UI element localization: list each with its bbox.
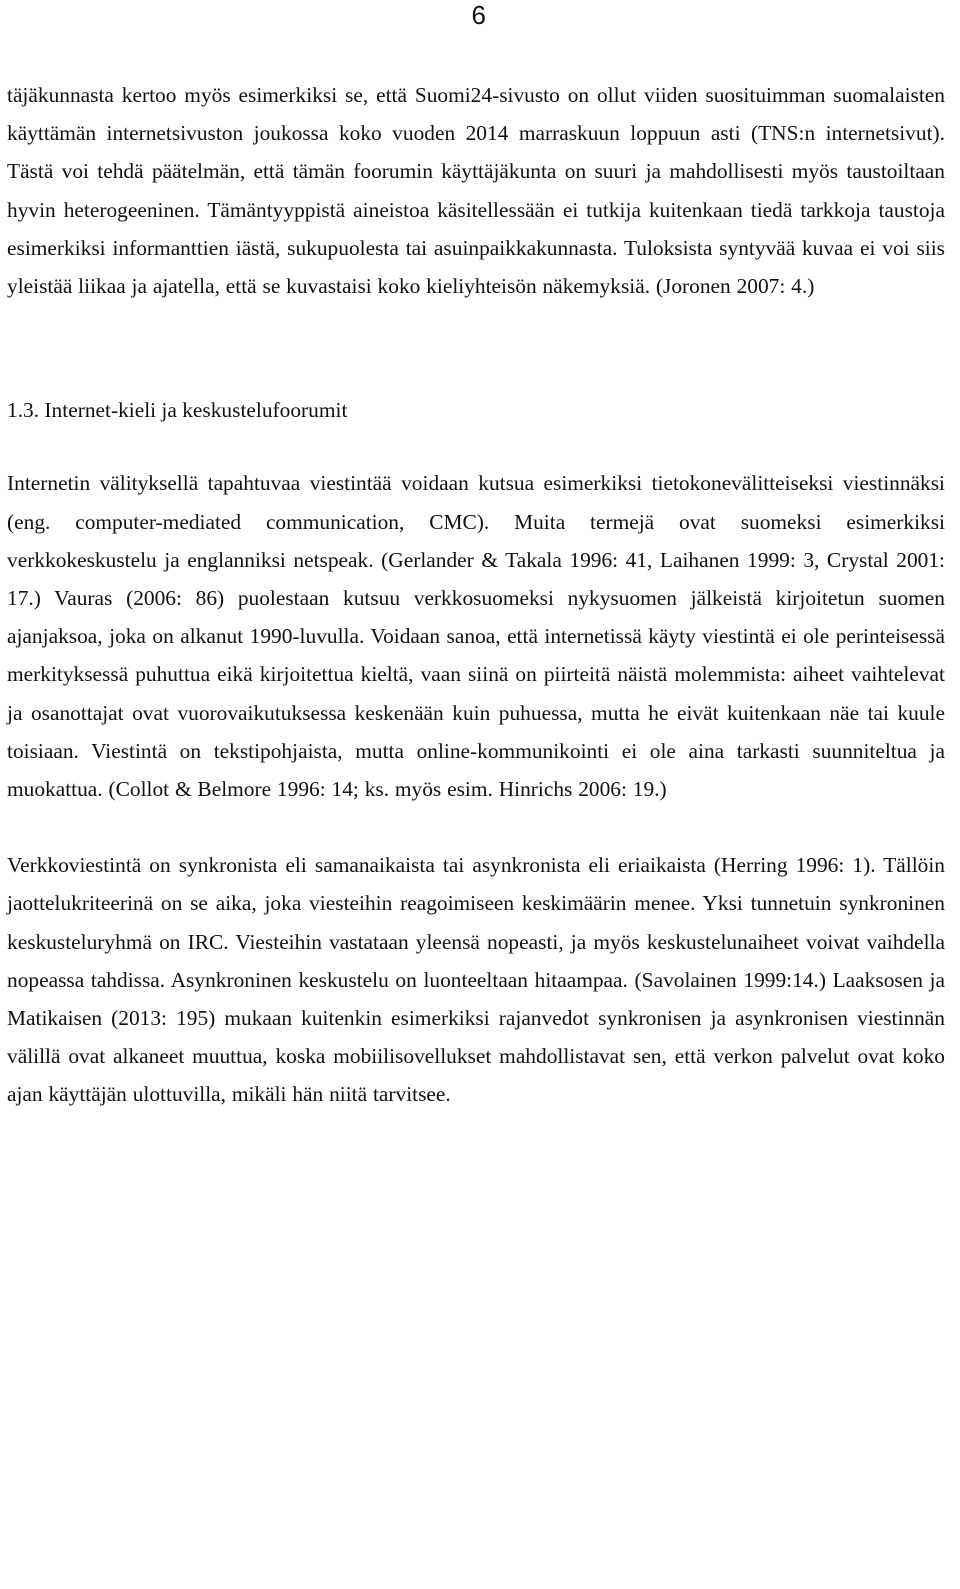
- document-body: [7, 76, 945, 1114]
- section-heading: 1.3. Internet-kieli ja keskustelufoorumit: [7, 398, 348, 423]
- paragraph-2: Internetin välityksellä tapahtuvaa viestintää voidaan kutsua esimerkiksi tietokonevälitteiseksi viestinnäksi (eng. computer-mediated communication, CMC). Muita termejä ovat suomeksi esimerkiksi verkkokeskustelu ja englanniksi netspeak. (Gerlander & Takala 1996: 41, Laihanen 1999: 3, Crystal 2001: 17.) Vauras (2006: 86) puolestaan kutsuu verkkosuomeksi nykysuomen jälkeistä kirjoitetun suomen ajanjaksoa, joka on alkanut 1990-luvulla. Voidaan sanoa, että internetissä käyty viestintä ei ole perinteisessä merkityksessä puhuttua eikä kirjoitettua kieltä, vaan siinä on piirteitä näistä molemmista: aiheet vaihtelevat ja osanottajat ovat vuorovaikutuksessa keskenään kuin puhuessa, mutta he eivät kuitenkaan näe tai kuule toisiaan. Viestintä on tekstipohjaista, mutta online-kommunikointi ei ole aina tarkasti suunniteltua ja muokattua. (Collot & Belmore 1996: 14; ks. myös esim. Hinrichs 2006: 19.): [7, 471, 945, 802]
- paragraph-1: täjäkunnasta kertoo myös esimerkiksi se, että Suomi24-sivusto on ollut viiden suosituimman suomalaisten käyttämän internetsivuston joukossa koko vuoden 2014 marraskuun loppuun asti (TNS:n internetsivut). Tästä voi tehdä päätelmän, että tämän foorumin käyttäjäkunta on suuri ja mahdollisesti myös taustoiltaan hyvin heterogeeninen. Tämäntyyppistä aineistoa käsitellessään ei tutkija kuitenkaan tiedä tarkkoja taustoja esimerkiksi informanttien iästä, sukupuolesta tai asuinpaikkakunnasta. Tuloksista syntyvää kuvaa ei voi siis yleistää liikaa ja ajatella, että se kuvastaisi koko kieliyhteisön näkemyksiä. (Joronen 2007: 4.): [7, 83, 945, 299]
- paragraph-3: Verkkoviestintä on synkronista eli samanaikaista tai asynkronista eli eriaikaista (Herring 1996: 1). Tällöin jaottelukriteerinä on se aika, joka viesteihin reagoimiseen keskimäärin menee. Yksi tunnetuin synkroninen keskusteluryhmä on IRC. Viesteihin vastataan yleensä nopeasti, ja myös keskustelunaiheet voivat vaihdella nopeassa tahdissa. Asynkroninen keskustelu on luonteeltaan hitaampaa. (Savolainen 1999:14.) Laaksosen ja Matikaisen (2013: 195) mukaan kuitenkin esimerkiksi rajanvedot synkronisen ja asynkronisen viestinnän välillä ovat alkaneet muuttua, koska mobiilisovellukset mahdollistavat sen, että verkon palvelut ovat koko ajan käyttäjän ulottuvilla, mikäli hän niitä tarvitsee.: [7, 853, 945, 1107]
- page-number: 6: [471, 0, 486, 30]
